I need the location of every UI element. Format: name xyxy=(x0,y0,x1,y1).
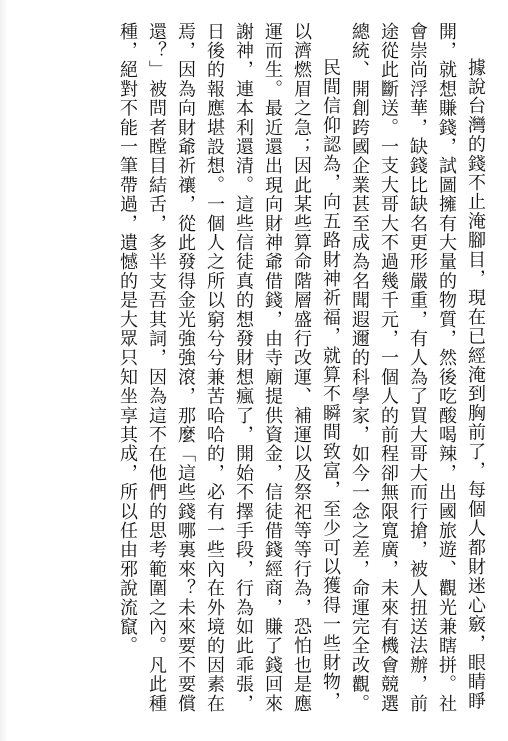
vertical-text-body xyxy=(20,22,490,722)
paragraph-2: 民間信仰認為，向五路財神祈福，就算不瞬間致富，至少可以獲得一些財物，以濟燃眉之急；因此某些算命階層盛行改運、補運以及祭祀等等行為，恐怕也是應運而生。最近還出現向財神爺借錢，由寺廟提供資金，信徒借錢經商，賺了錢回來謝神，連本利還清。這些信徒真的想發財想瘋了，開始不擇手段，行為如此乖張，日後的報應堪設想。一個人之所以窮兮兮兼苦哈哈的，必有一些內在外境的因素在焉，因為向財爺祈禳，從此發得金光強強滾，那麼「這些錢哪裏來？未來要不要償還？」被問者瞠目結舌，多半支吾其詞，因為這不在他們的思考範圍之內。凡此種種，絕對不能一筆帶過，遺憾的是大眾只知坐享其成，所以任由邪說流竄。 xyxy=(117,22,341,714)
paragraph-1: 據說台灣的錢不止淹腳目，現在已經淹到胸前了，每個人都財迷心竅，眼睛睜開，就想賺錢，試圖擁有大量的物質，然後吃酸喝辣，出國旅遊、觀光兼瞎拼。社會崇尚浮華，缺錢比缺名更形嚴重，有人為了買大哥大而行搶，被人扭送法辦，前途從此斷送。一支大哥大不過幾千元，一個人的前程卻無限寬廣，未來有機會競選總統、開創跨國企業甚至成為名聞遐邇的科學家，如今一念之差，命運完全改觀。 xyxy=(349,22,486,714)
page-edge-shadow xyxy=(0,0,8,741)
